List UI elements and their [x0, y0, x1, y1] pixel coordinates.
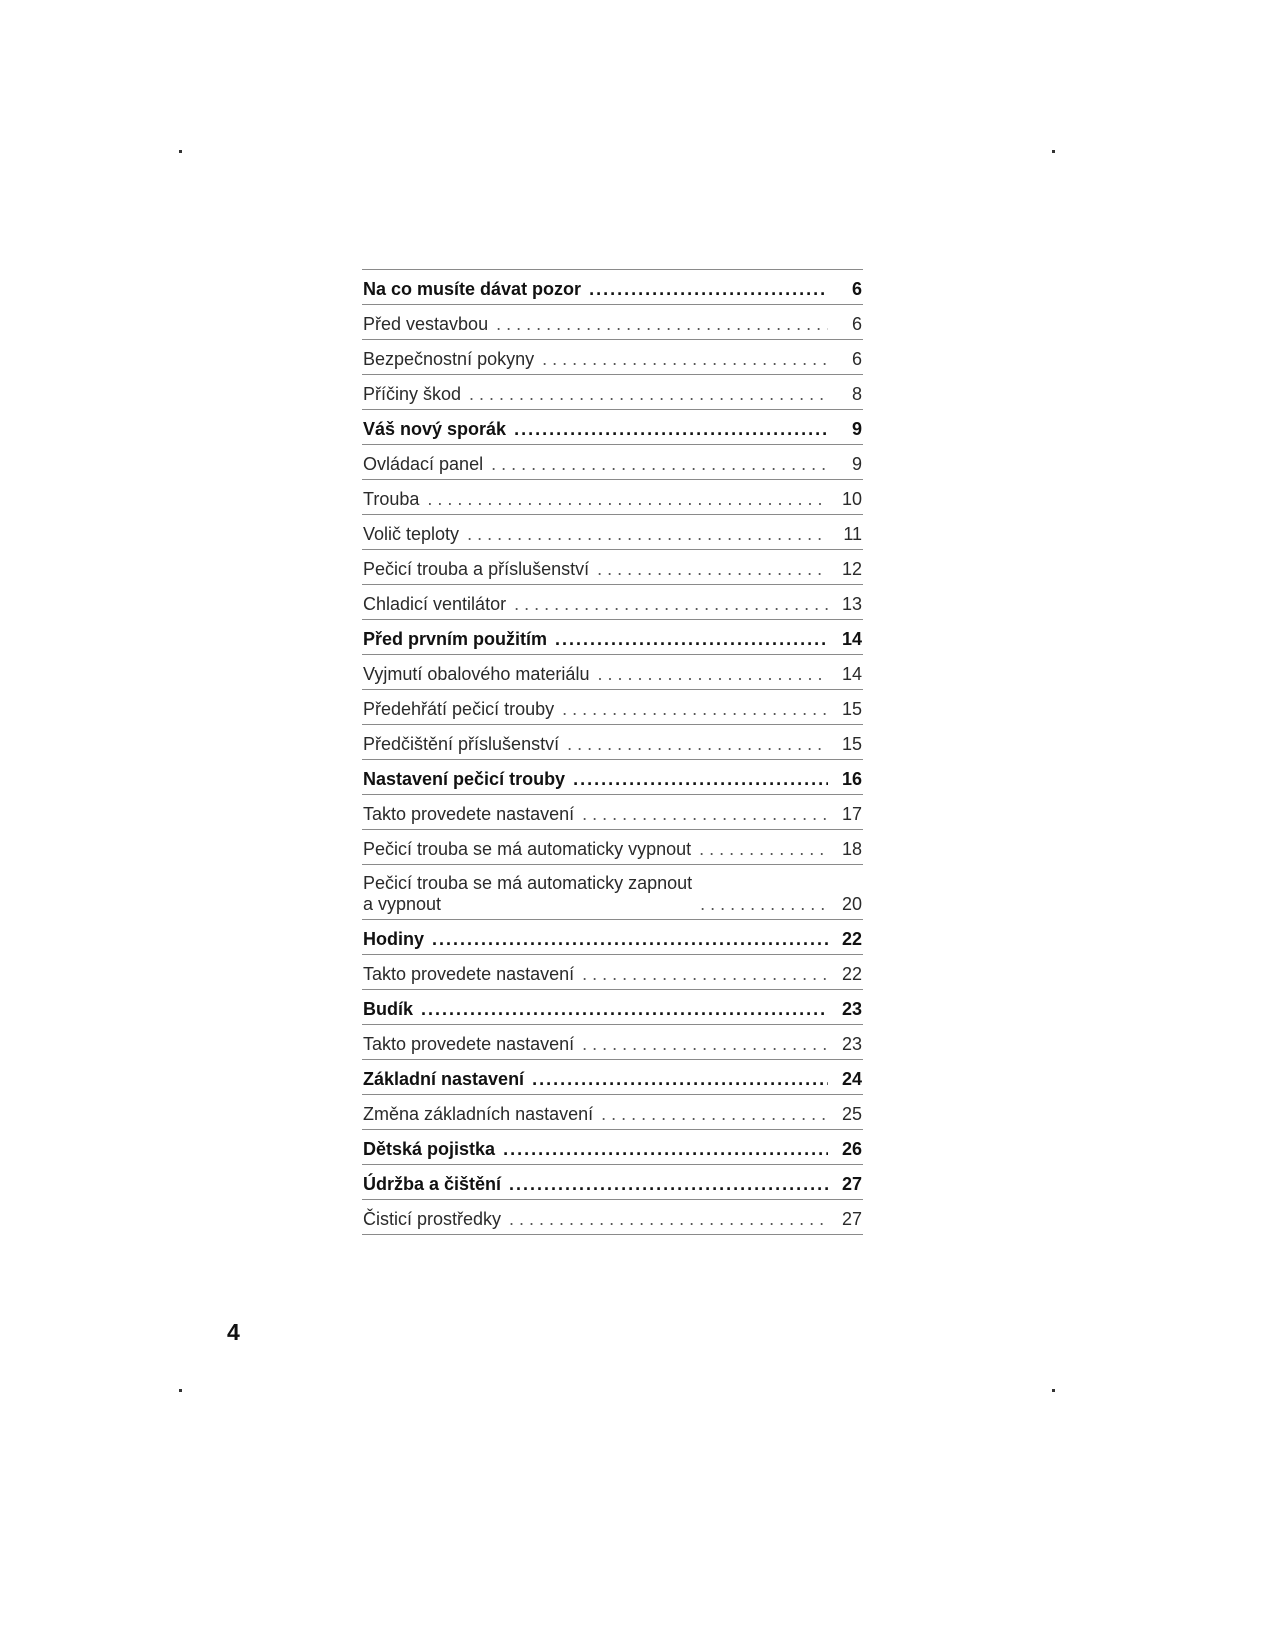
- toc-entry-title: Předehřátí pečicí trouby: [363, 699, 555, 719]
- toc-section-entry: [362, 270, 863, 305]
- dot-leader: [469, 384, 828, 405]
- toc-entry: [362, 480, 863, 515]
- toc-entry-page: 13: [841, 594, 862, 614]
- toc-entry-page: 6: [851, 349, 862, 369]
- toc-entry-page: 9: [851, 419, 862, 439]
- toc-entry-page: 27: [841, 1174, 862, 1194]
- toc-entry-page: 15: [841, 734, 862, 754]
- toc-entry-page: 11: [843, 524, 862, 544]
- toc-entry-title: Základní nastavení: [363, 1069, 525, 1089]
- toc-section-entry: [362, 920, 863, 955]
- toc-entry-title: Pečicí trouba a příslušenství: [363, 559, 590, 579]
- toc-entry-title: Na co musíte dávat pozor: [363, 279, 582, 299]
- dot-leader: [514, 594, 828, 615]
- toc-entry-title: Takto provedete nastavení: [363, 1034, 575, 1054]
- dot-leader: [582, 1034, 828, 1055]
- toc-entry-title: Pečicí trouba se má automaticky vypnout: [363, 839, 692, 859]
- dot-leader: [700, 894, 828, 915]
- dot-leader: [542, 349, 828, 370]
- dot-leader: [491, 454, 828, 475]
- toc-section-entry: [362, 1060, 863, 1095]
- toc-entry-title: Váš nový sporák: [363, 419, 507, 439]
- dot-leader: [432, 929, 828, 950]
- toc-entry-page: 23: [841, 999, 862, 1019]
- toc-entry: [362, 795, 863, 830]
- dot-leader: [503, 1139, 828, 1160]
- toc-entry-page: 17: [841, 804, 862, 824]
- dot-leader: [427, 489, 828, 510]
- dot-leader: [699, 839, 828, 860]
- toc-section-entry: [362, 760, 863, 795]
- toc-entry-page: 15: [841, 699, 862, 719]
- toc-entry-title: Čisticí prostředky: [363, 1209, 502, 1229]
- dot-leader: [421, 999, 828, 1020]
- dot-leader: [555, 629, 828, 650]
- dot-leader: [573, 769, 828, 790]
- toc-entry-title: Dětská pojistka: [363, 1139, 496, 1159]
- toc-section-entry: [362, 620, 863, 655]
- toc-entry: [362, 1025, 863, 1060]
- toc-entry-page: 18: [841, 839, 862, 859]
- toc-entry-title: Ovládací panel: [363, 454, 484, 474]
- toc-entry-page: 9: [851, 454, 862, 474]
- toc-entry: [362, 830, 863, 865]
- toc-entry-title: Předčištění příslušenství: [363, 734, 560, 754]
- toc-entry-page: 26: [841, 1139, 862, 1159]
- page-number: 4: [227, 1319, 240, 1345]
- toc-entry-page: 14: [841, 629, 862, 649]
- dot-leader: [496, 314, 828, 335]
- toc-entry: [362, 305, 863, 340]
- toc-entry: [362, 865, 863, 920]
- toc-entry-page: 27: [841, 1209, 862, 1229]
- dot-leader: [509, 1174, 828, 1195]
- toc-entry-page: 6: [851, 314, 862, 334]
- toc-entry: [362, 1200, 863, 1235]
- toc-entry-title: Příčiny škod: [363, 384, 462, 404]
- dot-leader: [567, 734, 828, 755]
- toc-entry: [362, 655, 863, 690]
- toc-entry: [362, 725, 863, 760]
- dot-leader: [514, 419, 828, 440]
- dot-leader: [597, 664, 828, 685]
- toc-entry-title: Údržba a čištění: [363, 1174, 502, 1194]
- toc-entry: [362, 375, 863, 410]
- toc-entry-page: 6: [851, 279, 862, 299]
- toc-section-entry: [362, 990, 863, 1025]
- dot-leader: [582, 964, 828, 985]
- crop-mark-bottom-left: [179, 1389, 182, 1392]
- dot-leader: [589, 279, 828, 300]
- toc-entry-title: Pečicí trouba se má automaticky zapnout a vypnout: [363, 873, 693, 914]
- table-of-contents: [362, 269, 863, 1235]
- dot-leader: [532, 1069, 828, 1090]
- toc-entry-title: Chladicí ventilátor: [363, 594, 507, 614]
- dot-leader: [601, 1104, 828, 1125]
- toc-entry-page: 16: [841, 769, 862, 789]
- toc-entry-title: Před vestavbou: [363, 314, 489, 334]
- dot-leader: [562, 699, 828, 720]
- toc-entry-title: Před prvním použitím: [363, 629, 548, 649]
- toc-entry-title: Vyjmutí obalového materiálu: [363, 664, 590, 684]
- toc-entry-page: 22: [841, 964, 862, 984]
- toc-section-entry: [362, 1130, 863, 1165]
- dot-leader: [467, 524, 828, 545]
- toc-entry-title: Hodiny: [363, 929, 424, 949]
- toc-section-entry: [362, 1165, 863, 1200]
- toc-entry-page: 25: [841, 1104, 862, 1124]
- toc-entry-page: 22: [841, 929, 862, 949]
- toc-entry-page: 24: [841, 1069, 862, 1089]
- toc-entry-page: 20: [841, 894, 862, 914]
- dot-leader: [509, 1209, 828, 1230]
- toc-entry-page: 12: [841, 559, 862, 579]
- toc-section-entry: [362, 410, 863, 445]
- toc-entry-page: 10: [841, 489, 862, 509]
- toc-entry: [362, 690, 863, 725]
- toc-entry-title: Takto provedete nastavení: [363, 804, 575, 824]
- toc-entry: [362, 340, 863, 375]
- toc-entry-title: Změna základních nastavení: [363, 1104, 594, 1124]
- toc-entry: [362, 585, 863, 620]
- toc-entry: [362, 445, 863, 480]
- toc-entry: [362, 550, 863, 585]
- toc-entry-title: Nastavení pečicí trouby: [363, 769, 566, 789]
- toc-entry-title: Volič teploty: [363, 524, 460, 544]
- toc-entry-title: Takto provedete nastavení: [363, 964, 575, 984]
- dot-leader: [582, 804, 828, 825]
- crop-mark-bottom-right: [1052, 1389, 1055, 1392]
- toc-entry: [362, 955, 863, 990]
- toc-entry-page: 14: [841, 664, 862, 684]
- toc-entry-page: 8: [851, 384, 862, 404]
- crop-mark-top-right: [1052, 150, 1055, 153]
- crop-mark-top-left: [179, 150, 182, 153]
- toc-entry-title: Bezpečnostní pokyny: [363, 349, 535, 369]
- toc-entry-title: Budík: [363, 999, 414, 1019]
- dot-leader: [597, 559, 828, 580]
- toc-entry: [362, 515, 863, 550]
- toc-entry: [362, 1095, 863, 1130]
- toc-entry-title: Trouba: [363, 489, 420, 509]
- toc-entry-page: 23: [841, 1034, 862, 1054]
